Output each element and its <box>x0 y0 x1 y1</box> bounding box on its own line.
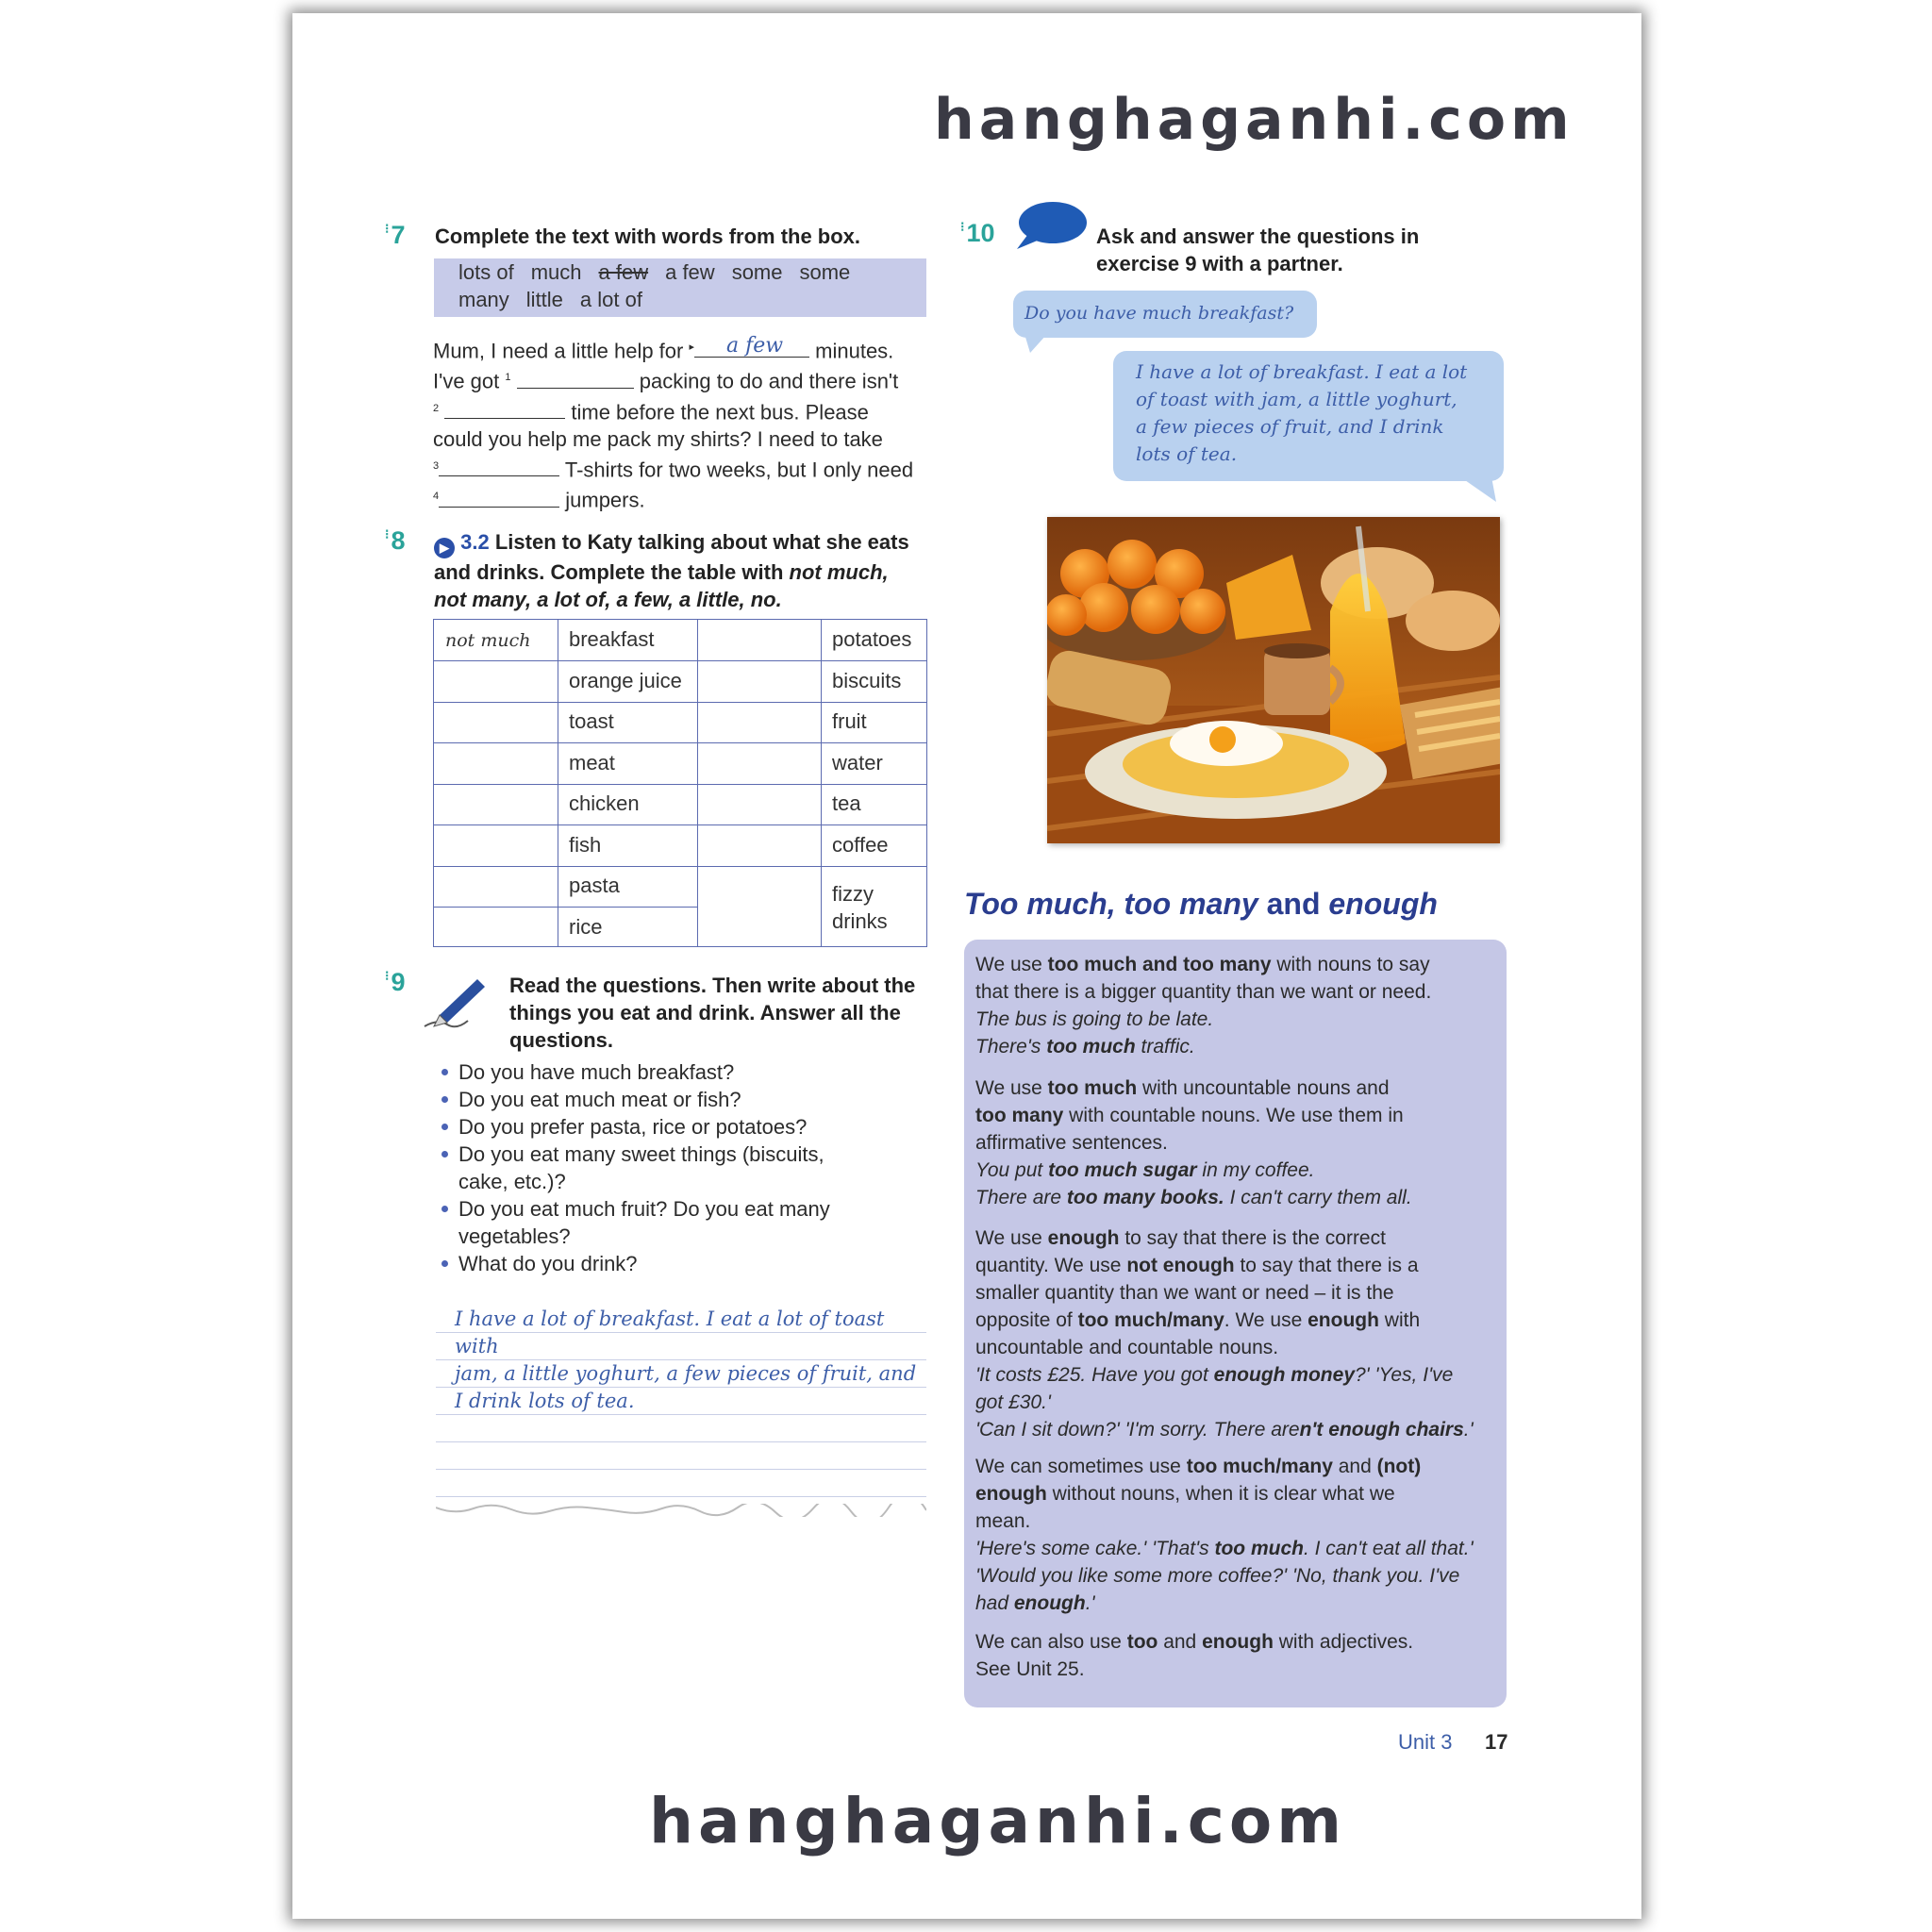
table-item: potatoes <box>832 627 912 651</box>
question-list <box>441 1058 894 1277</box>
word-lots-of: lots of <box>458 260 514 284</box>
grammar-box <box>964 940 1507 1707</box>
sample-answer: I have a lot of breakfast. I eat a lot of toast with jam, a little yoghurt, a few pieces of fruit, and I drink lots of tea. <box>455 1307 917 1412</box>
grammar-paragraph-3: We use enough to say that there is the correct quantity. We use not enough to say that there is a smaller quantity than we want or need – it is the opposite of too much/many. We use enough with uncountable and countable nouns. 'It costs £25. Have you got enough money?' 'Yes, I've got £30.' 'Can I sit down?' 'I'm sorry. There aren't enough chairs.' <box>975 1227 1474 1441</box>
exercise-8-number: ⁝8 <box>385 526 406 555</box>
exercise-8-instruction: ▶ 3.2 Listen to Katy talking about what she eats and drinks. Complete the table with not much, not many, a lot of, a few, a little, no. <box>434 530 909 611</box>
list-item: Do you have much breakfast? <box>441 1058 894 1086</box>
grammar-title: Too much, too many and enough <box>964 887 1438 921</box>
unit-label: Unit 3 <box>1398 1730 1453 1754</box>
table-item: coffee <box>832 833 889 857</box>
list-item: Do you eat much meat or fish? <box>441 1086 894 1113</box>
table-item: fish <box>569 833 602 857</box>
table-item: fizzy drinks <box>832 882 888 933</box>
word-much: much <box>530 260 582 284</box>
table-item: fruit <box>832 709 867 733</box>
table-item: biscuits <box>832 669 902 692</box>
bubble-tail <box>1453 472 1500 504</box>
word-box-row-2 <box>458 288 659 312</box>
grammar-paragraph-2: We use too much with uncountable nouns and too many with countable nouns. We use them in affirmative sentences. You put too much sugar in my coffee. There are too many books. I can't carry them all. <box>975 1077 1412 1208</box>
exercise-10-instruction: Ask and answer the questions in exercise 9 with a partner. <box>1096 225 1420 275</box>
word-box-row-1 <box>458 260 867 285</box>
grammar-paragraph-4: We can sometimes use too much/many and (not) enough without nouns, when it is clear what we mean. 'Here's some cake.' 'That's too much. I can't eat all that.' 'Would you like some more coffee?' 'No, thank you. I've had enough.' <box>975 1456 1474 1614</box>
exercise-9-instruction: Read the questions. Then write about the things you eat and drink. Answer all the questions. <box>509 974 916 1052</box>
watermark-bottom: hanghaganhi.com <box>649 1785 1346 1857</box>
exercise-7-text: Mum, I need a little help for ▸ a few minutes. I've got $^1$ packing to do and there isn't $^2$ time before the next bus. Please could you help me pack my shirts? I need to take $^3$ T-shirts for two weeks, but I only need $^4$ jumpers. <box>433 334 914 512</box>
exercise-7-instruction: Complete the text with words from the box. <box>435 225 861 248</box>
answer-bubble: I have a lot of breakfast. I eat a lot of toast with jam, a little yoghurt, a few pieces of fruit, and I drink lots of tea. <box>1113 351 1504 481</box>
gap-4[interactable] <box>439 490 559 508</box>
difficulty-dots-icon: ⁝ <box>385 221 390 236</box>
word-a-lot-of: a lot of <box>579 288 642 311</box>
table-item: meat <box>569 751 615 774</box>
exercise-9-number: ⁝9 <box>385 968 406 996</box>
table-example-answer: not much <box>445 630 531 651</box>
word-little: little <box>525 288 563 311</box>
word-some: some <box>799 260 851 284</box>
exercise-7-number: ⁝7 <box>385 221 406 249</box>
table-item: rice <box>569 915 603 939</box>
watermark-top: hanghaganhi.com <box>934 87 1574 153</box>
word-a-few-crossed: a few <box>598 260 649 284</box>
word-some: some <box>731 260 783 284</box>
breakfast-photo <box>1047 517 1500 843</box>
list-item: Do you eat many sweet things (biscuits, cake, etc.)? <box>441 1141 894 1195</box>
gap-2[interactable] <box>444 401 565 419</box>
speech-bubble-icon <box>1013 200 1089 255</box>
table-item: pasta <box>569 874 620 897</box>
list-item: Do you prefer pasta, rice or potatoes? <box>441 1113 894 1141</box>
list-item: What do you drink? <box>441 1250 894 1277</box>
audio-track-number: 3.2 <box>460 530 490 554</box>
word-box <box>434 258 926 317</box>
gap-3[interactable] <box>439 458 559 476</box>
table-item: tea <box>832 791 861 815</box>
table-item: orange juice <box>569 669 682 692</box>
writing-area[interactable] <box>436 1306 926 1513</box>
table-item: water <box>832 751 883 774</box>
table-item: breakfast <box>569 627 655 651</box>
table-item: toast <box>569 709 614 733</box>
word-many: many <box>458 288 509 311</box>
question-bubble: Do you have much breakfast? <box>1013 291 1317 338</box>
audio-play-icon[interactable]: ▶ <box>434 538 455 558</box>
word-a-few: a few <box>665 260 715 284</box>
torn-paper-edge <box>436 1504 926 1517</box>
grammar-paragraph-5: We can also use too and enough with adjectives. See Unit 25. <box>975 1631 1414 1680</box>
pen-writing-icon <box>419 972 491 1032</box>
exercise-10-number: ⁝10 <box>960 219 995 247</box>
example-gap: a few <box>694 340 809 358</box>
list-item: Do you eat much fruit? Do you eat many vegetables? <box>441 1195 894 1250</box>
bubble-tail <box>1024 334 1053 355</box>
table-item: chicken <box>569 791 640 815</box>
page-number: 17 <box>1485 1730 1508 1754</box>
food-table <box>433 619 927 947</box>
gap-1[interactable] <box>517 371 634 389</box>
grammar-paragraph-1: We use too much and too many with nouns to say that there is a bigger quantity than we want or need. The bus is going to be late. There's too much traffic. <box>975 954 1432 1058</box>
